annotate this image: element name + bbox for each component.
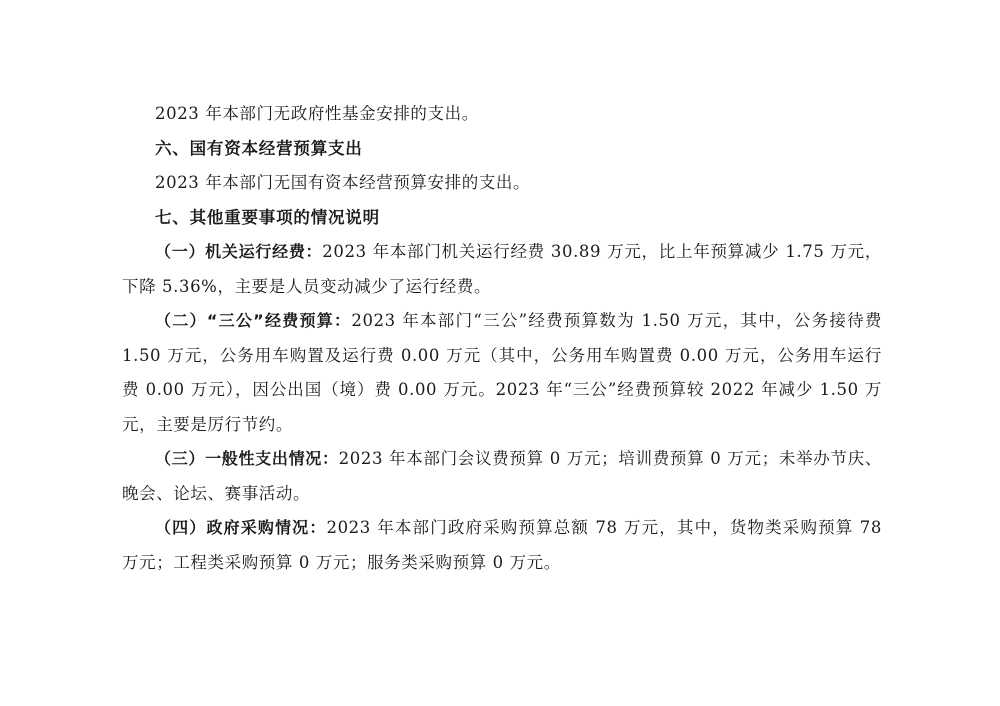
- paragraph-operating-expenses: [122, 235, 882, 304]
- paragraph-text: 2023 年本部门会议费预算 0 万元；培训费预算 0 万元；未举办节庆、晚会、论坛、赛事活动。: [122, 449, 882, 503]
- paragraph-text: 2023 年本部门“三公”经费预算数为 1.50 万元，其中，公务接待费 1.50 万元，公务用车购置及运行费 0.00 万元（其中，公务用车购置费 0.00 万元，公务用车运行费 0.00 万元），因公出国（境）费 0.00 万元。2023 年“三公”经费预算较 2022 年减少 1.50 万元，主要是厉行节约。: [122, 311, 883, 434]
- paragraph-three-public-expenses: [122, 304, 882, 442]
- paragraph-text: 2023 年本部门政府采购预算总额 78 万元，其中，货物类采购预算 78 万元；工程类采购预算 0 万元；服务类采购预算 0 万元。: [122, 518, 882, 572]
- paragraph-text: 2023 年本部门无政府性基金安排的支出。: [155, 104, 479, 123]
- subsection-label: （四）政府采购情况：: [155, 518, 327, 537]
- paragraph-general-expenses: [122, 442, 882, 511]
- paragraph-government-procurement: [122, 511, 882, 580]
- section-heading-6: [122, 132, 882, 167]
- paragraph-state-capital: [122, 166, 882, 201]
- subsection-label: （一）机关运行经费：: [155, 242, 323, 261]
- paragraph-text: 2023 年本部门无国有资本经营预算安排的支出。: [155, 173, 531, 192]
- subsection-label: （三）一般性支出情况：: [155, 449, 339, 468]
- section-heading-7: [122, 201, 882, 236]
- subsection-label: （二）“三公”经费预算：: [155, 311, 352, 330]
- paragraph-text: 2023 年本部门机关运行经费 30.89 万元，比上年预算减少 1.75 万元，下降 5.36%，主要是人员变动减少了运行经费。: [122, 242, 882, 296]
- heading-text: 六、国有资本经营预算支出: [155, 138, 363, 158]
- heading-text: 七、其他重要事项的情况说明: [155, 207, 380, 227]
- paragraph-government-fund: [122, 97, 882, 132]
- document-body: [122, 97, 882, 580]
